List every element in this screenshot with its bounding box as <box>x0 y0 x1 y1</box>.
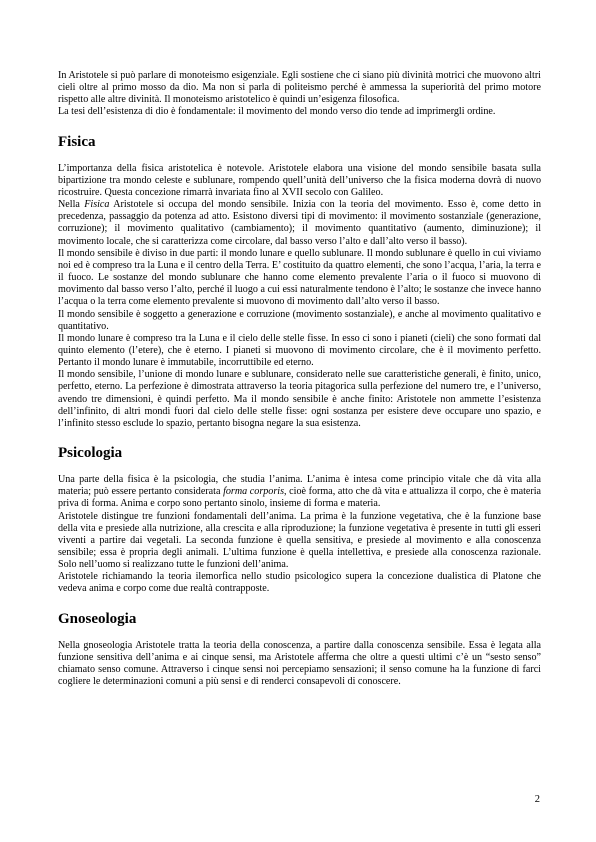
heading-psicologia: Psicologia <box>58 445 123 462</box>
page-number: 2 <box>534 794 540 805</box>
psicologia-paragraph-3: Aristotele richiamando la teoria ilemorfica nello studio psicologico supera la concezione dualistica di Platone che vedeva anima e corpo come due realtà contrapposte. <box>58 571 541 595</box>
fisica-paragraph-1: L’importanza della fisica aristotelica è notevole. Aristotele elabora una visione del mondo sensibile basata sulla bipartizione tra mondo celeste e sublunare, rompendo quell’unità dell’universo che la fisica moderna dovrà di nuovo ricostruire. Questa concezione rimarrà invariata fino al XVII secolo con Galileo. <box>58 162 541 198</box>
intro-paragraph-1: In Aristotele si può parlare di monoteismo esigenziale. Egli sostiene che ci siano più divinità motrici che muovono altri cieli oltre al primo mosso da dio. Ma non si parla di politeismo perché è ammessa la superiorità del primo motore rispetto alle altre divinità. Il monoteismo aristotelico è quindi un’esigenza filosofica. <box>58 70 541 106</box>
psicologia-p1-before: Una parte della fisica è la psicologia, che studia l’anima. L’anima è intesa come principio vitale che dà vita alla materia; può essere pertanto considerata <box>58 474 541 498</box>
intro-paragraph-2: La tesi dell’esistenza di dio è fondamentale: il movimento del mondo verso dio tende ad imprimergli ordine. <box>58 106 496 118</box>
heading-gnoseologia: Gnoseologia <box>58 610 137 627</box>
document-page <box>58 70 541 688</box>
psicologia-paragraph-1 <box>58 474 541 510</box>
heading-fisica: Fisica <box>58 133 96 150</box>
fisica-p2-after: Aristotele si occupa del mondo sensibile. Inizia con la teoria del movimento. Esso è, come detto in precedenza, passaggio da potenza ad atto. Esistono diversi tipi di movimento: il movimento sostanziale (generazione, corruzione); il movimento qualitativo (cambiamento); il movimento quantitativo (aumento, diminuzione); il movimento locale, che si caratterizza come circolare, dal basso verso l’alto e dall’alto verso il basso). <box>58 199 541 247</box>
fisica-paragraph-4: Il mondo sensibile è soggetto a generazione e corruzione (movimento sostanziale), e anche al movimento qualitativo e quantitativo. <box>58 308 541 332</box>
psicologia-p1-after: , cioè forma, atto che dà vita e attualizza il corpo, che è materia priva di forma. Anima e corpo sono pertanto sinolo, insieme di forma e materia. <box>58 486 542 510</box>
fisica-paragraph-6: Il mondo sensibile, l’unione di mondo lunare e sublunare, considerato nelle sue caratteristiche generali, è finito, unico, perfetto, eterno. La perfezione è dimostrata attraverso la teoria pitagorica sulla perfezione del numero tre, e l’universo, avendo tre dimensioni, è quindi perfetto. Ma il mondo sensibile è anche finito: Aristotele non ammette l’esistenza dell’infinito, di altri mondi fuori dal cielo delle stelle fisse: ogni sostanza per esistere deve occupare uno spazio, e l’infinito stesso esclude lo spazio, pertanto bisogna negare la sua esistenza. <box>58 369 541 429</box>
fisica-title-italic: Fisica <box>84 199 110 211</box>
fisica-paragraph-2 <box>58 199 541 248</box>
gnoseologia-paragraph-1: Nella gnoseologia Aristotele tratta la teoria della conoscenza, a partire dalla conoscenza sensibile. Essa è legata alla funzione sensitiva dell’anima e ai cinque sensi, ma Aristotele afferma che oltre a questi ultimi c’è un “sesto senso” chiamato senso comune. Attraverso i cinque sensi noi percepiamo sensazioni; il senso comune ha la funzione di farci cogliere le determinazioni comuni a più sensi e di renderci consapevoli di conoscere. <box>58 639 541 688</box>
fisica-p2-before: Nella <box>58 199 85 211</box>
forma-corporis-italic: forma corporis <box>223 486 285 498</box>
fisica-paragraph-3: Il mondo sensibile è diviso in due parti: il mondo lunare e quello sublunare. Il mondo sublunare è quello in cui viviamo noi ed è compreso tra la Luna e il centro della Terra. E’ costituito da quattro elementi, che sono l’acqua, l’aria, la terra e il fuoco. Le sostanze del mondo sublunare che hanno come elemento prevalente l’aria o il fuoco si muovono di movimento dal basso verso l’alto, perché il luogo a cui essi naturalmente tendono è l’alto; le sostanze che invece hanno l’acqua o la terra come elemento prevalente si muovono di movimento dall’alto verso il basso. <box>58 247 541 308</box>
fisica-paragraph-5: Il mondo lunare è compreso tra la Luna e il cielo delle stelle fisse. In esso ci sono i pianeti (cieli) che sono formati dal quinto elemento (l’etere), che è eterno. I pianeti si muovono di movimento circolare, che è il movimento perfetto. Pertanto il mondo lunare è immutabile, incorruttibile ed eterno. <box>58 332 541 369</box>
psicologia-paragraph-2: Aristotele distingue tre funzioni fondamentali dell’anima. La prima è la funzione vegetativa, che è la funzione base della vita e presiede alla nutrizione, alla crescita e alla riproduzione; la funzione vegetativa è presente in tutti gli esseri viventi a partire dai vegetali. La seconda funzione è quella sensitiva, e presiede al movimento e alla conoscenza sensibile; essa è propria degli animali. L’ultima funzione è quella intellettiva, e presiede alla conoscenza razionale. Solo nell’uomo si realizzano tutte le funzioni dell’anima. <box>58 510 541 571</box>
